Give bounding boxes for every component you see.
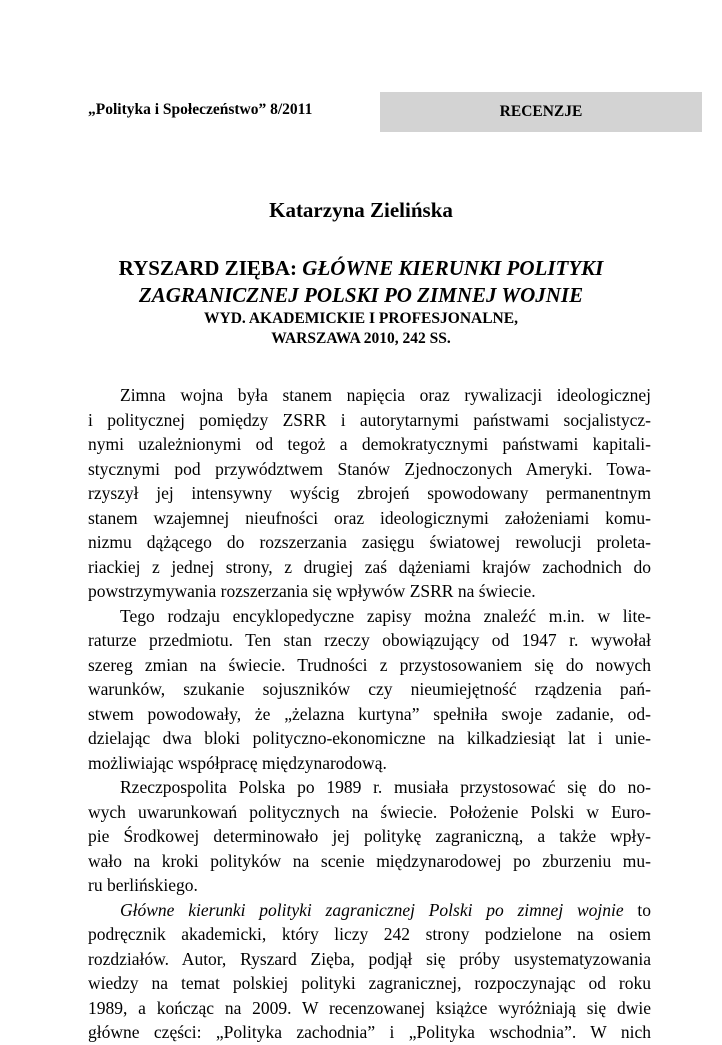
body-line: i politycznej pomiędzy ZSRR i autorytarnymi państwami socjalistycz- [88, 409, 651, 430]
body-line: wych uwarunkowań politycznych na świecie. Położenie Polski w Euro- [88, 801, 651, 822]
book-title-part-2: ZAGRANICZNEJ POLSKI PO ZIMNEJ WOJNIE [138, 283, 584, 307]
body-line: 1989, a kończąc na 2009. W recenzowanej książce wyróżniają się dwie [88, 997, 651, 1018]
body-line: riackiej z jednej strony, z drugiej zaś dążeniami krajów zachodnich do [88, 556, 651, 577]
body-line: stycznymi pod przywództwem Stanów Zjednoczonych Ameryki. Towa- [88, 458, 651, 479]
body-line: warunków, szukanie sojuszników czy nieumiejętność rządzenia pań- [88, 679, 651, 699]
body-line: nizmu dążącego do rozszerzania zasięgu światowej rewolucji proleta- [88, 532, 651, 552]
section-label-box [380, 92, 702, 132]
journal-citation: „Polityka i Społeczeństwo” 8/2011 [88, 101, 313, 118]
book-title-part-1: GŁÓWNE KIERUNKI POLITYKI [302, 256, 604, 280]
body-line: pie Środkowej determinowało jej politykę zagraniczną, a także wpły- [88, 826, 651, 846]
book-author: RYSZARD ZIĘBA: [118, 256, 303, 280]
title-line-1 [0, 255, 722, 282]
body-line: dzielając dwa bloki polityczno-ekonomiczne na kilkadziesiąt lat i unie- [88, 728, 651, 748]
section-label: RECENZJE [499, 103, 583, 120]
review-author: Katarzyna Zielińska [269, 198, 453, 222]
body-line: wało na kroki polityków na scenie międzynarodowej po zburzeniu mu- [88, 850, 651, 871]
body-line: nymi uzależnionymi od tegoż a demokratycznymi państwami kapitali- [88, 434, 651, 454]
review-body [88, 383, 651, 1045]
body-line: główne części: „Polityka zachodnia” i „Polityka wschodnia”. W nich [88, 1022, 651, 1042]
body-line: rozdziałów. Autor, Ryszard Zięba, podjął się próby usystematyzowania [88, 948, 651, 969]
body-line: możliwiając współpracę międzynarodową. [88, 752, 387, 773]
body-line [88, 898, 651, 923]
running-header [88, 92, 702, 132]
body-line-rest: to [623, 899, 651, 920]
publication-details-line: WARSZAWA 2010, 242 SS. [271, 330, 451, 347]
body-line: stwem powodowały, że „żelazna kurtyna” spełniła swoje zadanie, od- [88, 703, 651, 724]
body-line: podręcznik akademicki, który liczy 242 strony podzielone na osiem [88, 924, 651, 944]
book-title-reference: Główne kierunki polityki zagranicznej Polski po zimnej wojnie [120, 899, 624, 920]
body-line: rzyszył jej intensywny wyścig zbrojeń spowodowany permanentnym [88, 483, 651, 503]
body-line: szereg zmian na świecie. Trudności z przystosowaniem się do nowych [88, 654, 651, 675]
body-line: powstrzymywania rozszerzania się wpływów ZSRR na świecie. [88, 581, 536, 601]
publisher-line: WYD. AKADEMICKIE I PROFESJONALNE, [204, 310, 518, 327]
body-line: wiedzy na temat polskiej polityki zagranicznej, rozpoczynając od roku [88, 973, 651, 993]
body-line: raturze przedmiotu. Ten stan rzeczy obowiązujący od 1947 r. wywołał [88, 630, 651, 650]
body-line: stanem wzajemnej nieufności oraz ideologicznymi założeniami komu- [88, 507, 651, 528]
body-line: Zimna wojna była stanem napięcia oraz rywalizacji ideologicznej [120, 385, 651, 405]
body-line: Rzeczpospolita Polska po 1989 r. musiała przystosować się do no- [120, 777, 651, 797]
body-line: ru berlińskiego. [88, 875, 198, 895]
reviewed-book-title [0, 255, 722, 349]
body-line: Tego rodzaju encyklopedyczne zapisy można znaleźć m.in. w lite- [120, 605, 651, 626]
